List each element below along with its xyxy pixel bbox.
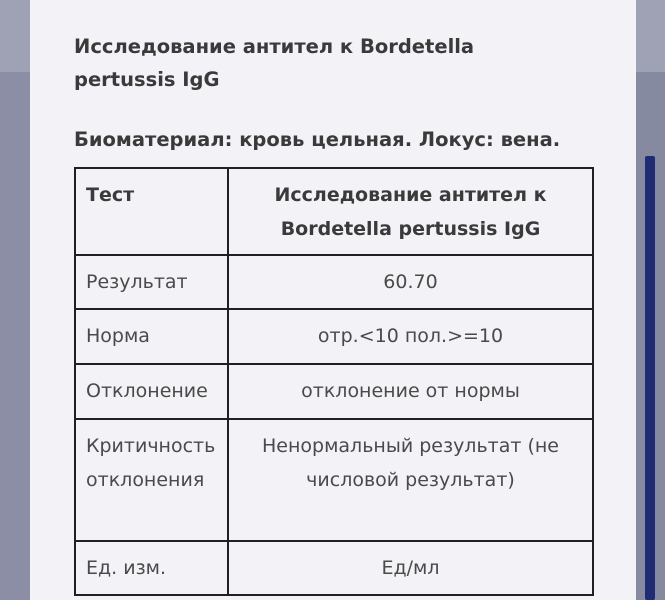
table-row-deviation: [75, 364, 593, 419]
table-row-units: [75, 541, 593, 595]
row-label: Отклонение: [75, 364, 228, 419]
table-header-row: [75, 168, 593, 255]
row-value: отклонение от нормы: [228, 364, 593, 419]
row-value: Ненормальный результат (не числовой результат): [228, 419, 593, 541]
row-value: 60.70: [228, 255, 593, 309]
results-table: [74, 167, 594, 596]
row-label: Ед. изм.: [75, 541, 228, 595]
result-sheet: [30, 0, 636, 600]
scrollbar[interactable]: [645, 156, 655, 600]
page-title: Исследование антител к Bordetella pertussis IgG: [74, 35, 475, 91]
header-label-cell: Тест: [75, 168, 228, 255]
table-row-result: [75, 255, 593, 309]
row-label: Критичность отклонения: [75, 419, 228, 541]
row-value: отр.<10 пол.>=10: [228, 309, 593, 364]
row-value: Ед/мл: [228, 541, 593, 595]
row-label: Норма: [75, 309, 228, 364]
table-row-norm: [75, 309, 593, 364]
row-label: Результат: [75, 255, 228, 309]
header-value-cell: Исследование антител к Bordetella pertussis IgG: [228, 168, 593, 255]
biomaterial-info: Биоматериал: кровь цельная. Локус: вена.: [74, 128, 561, 151]
table-row-criticality: [75, 419, 593, 541]
